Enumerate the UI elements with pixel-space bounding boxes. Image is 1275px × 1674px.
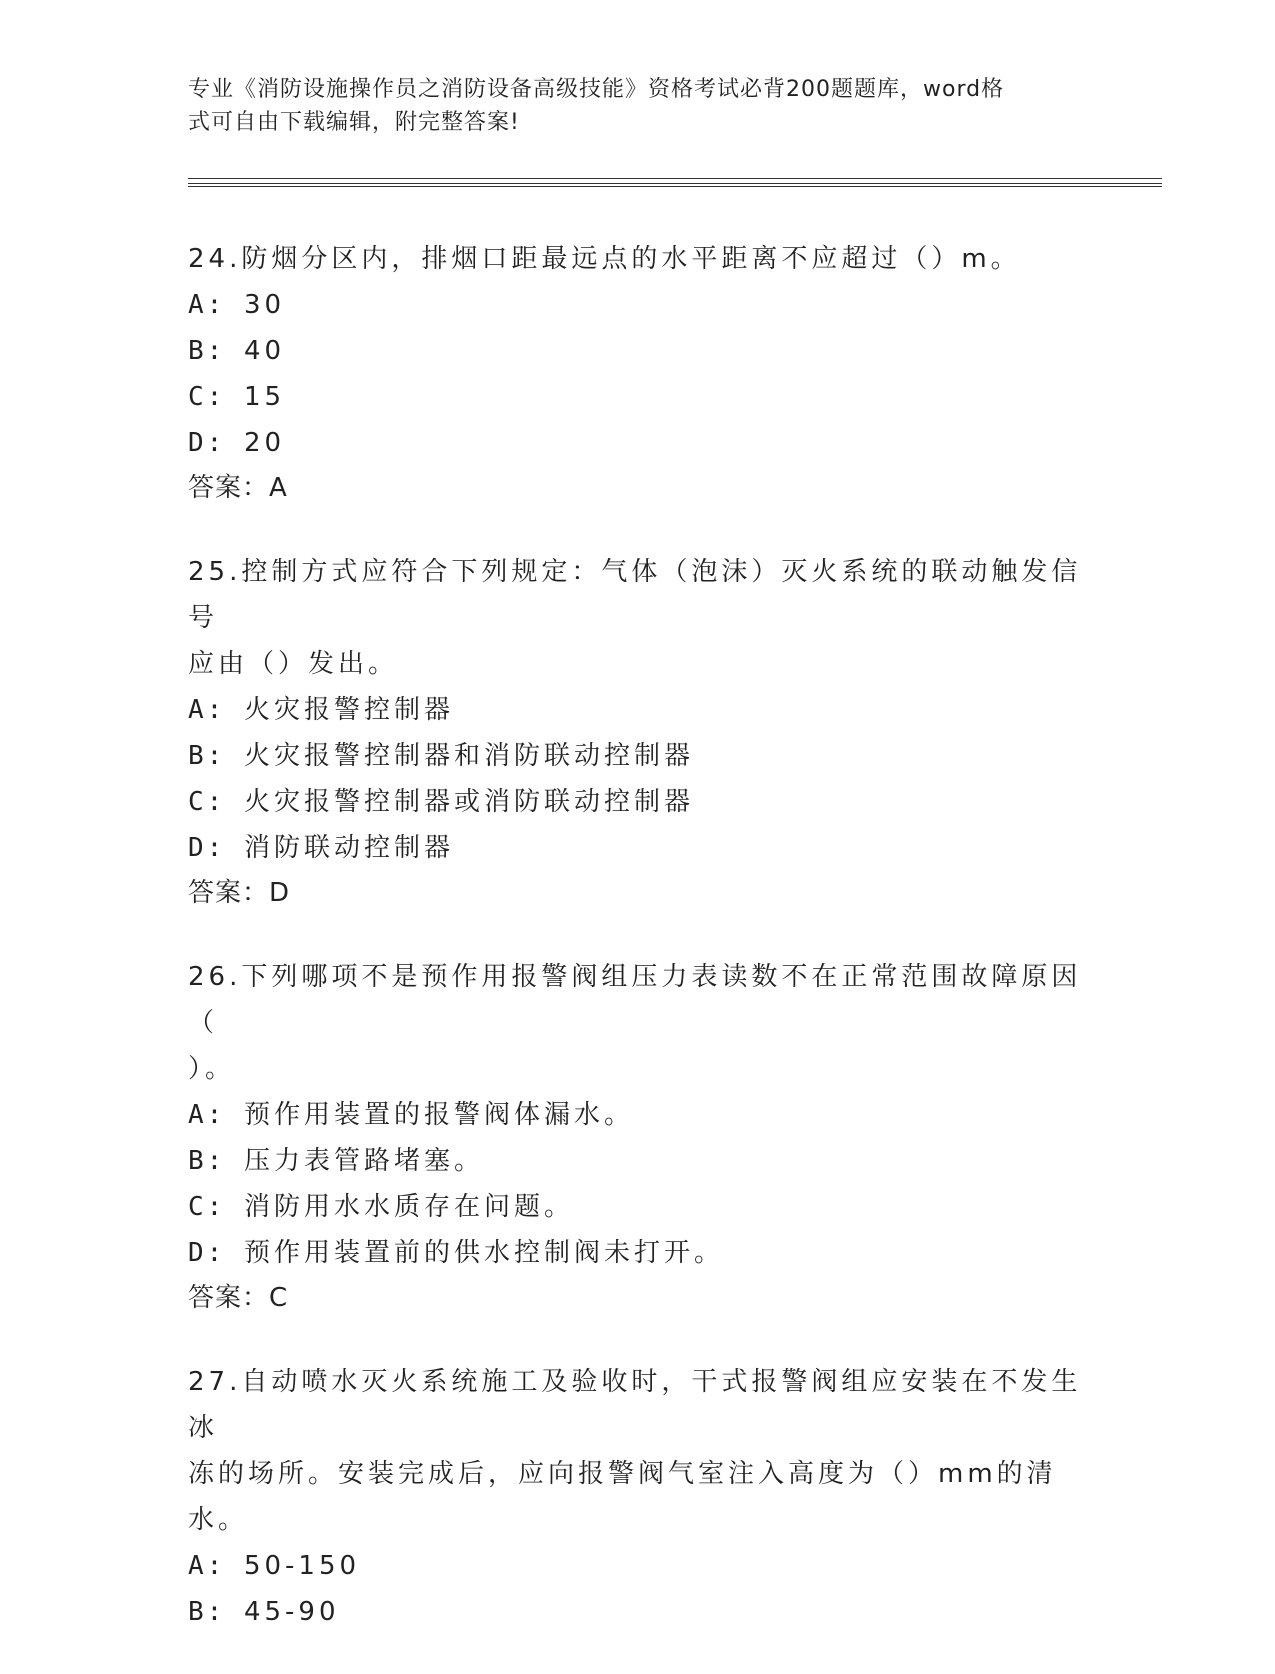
question-stem: 26.下列哪项不是预作用报警阀组压力表读数不在正常范围故障原因（ — [188, 962, 1082, 1038]
option-key: C: — [188, 1192, 226, 1222]
option-text: 压力表管路堵塞。 — [243, 1146, 484, 1176]
option-key: D: — [188, 833, 226, 863]
option-key: B: — [188, 741, 226, 771]
answer-label: 答案：C — [188, 1283, 289, 1313]
answer-label: 答案：D — [188, 878, 291, 908]
option-text: 20 — [243, 428, 286, 458]
question-24 — [188, 236, 1088, 510]
option-text: 30 — [243, 290, 286, 320]
option-text: 消防用水水质存在问题。 — [243, 1192, 574, 1222]
option-text: 火灾报警控制器 — [243, 695, 454, 725]
question-list — [188, 236, 1088, 1674]
option-text: 40 — [243, 336, 286, 366]
option-key: C: — [188, 382, 226, 412]
option-d — [188, 825, 1088, 871]
option-key: A: — [188, 1100, 226, 1130]
option-c — [188, 374, 1088, 420]
option-a — [188, 1092, 1088, 1138]
option-c — [188, 779, 1088, 825]
question-stem: ）。 — [188, 1054, 236, 1084]
answer-label: 答案：A — [188, 473, 288, 503]
option-b — [188, 733, 1088, 779]
question-stem: 冻的场所。安装完成后，应向报警阀气室注入高度为（）mm的清水。 — [188, 1459, 1057, 1535]
document-header — [188, 73, 1078, 139]
header-line-2: 式可自由下载编辑，附完整答案! — [188, 110, 520, 135]
header-rule — [188, 178, 1162, 179]
option-text: 50-150 — [243, 1551, 361, 1581]
option-text: 预作用装置前的供水控制阀未打开。 — [243, 1238, 724, 1268]
option-b — [188, 1138, 1088, 1184]
question-stem: 27.自动喷水灭火系统施工及验收时，干式报警阀组应安装在不发生冰 — [188, 1367, 1082, 1443]
option-a — [188, 1543, 1088, 1589]
option-key: A: — [188, 290, 226, 320]
option-text: 15 — [243, 382, 286, 412]
option-b — [188, 328, 1088, 374]
option-key: A: — [188, 695, 226, 725]
option-key: D: — [188, 1238, 226, 1268]
option-text: 45-90 — [243, 1597, 340, 1627]
header-line-1: 专业《消防设施操作员之消防设备高级技能》资格考试必背200题题库，word格 — [188, 77, 1005, 102]
question-26 — [188, 954, 1088, 1320]
option-key: C: — [188, 787, 226, 817]
option-c — [188, 1184, 1088, 1230]
option-text: 火灾报警控制器和消防联动控制器 — [243, 741, 694, 771]
option-key: A: — [188, 1551, 226, 1581]
option-key: B: — [188, 336, 226, 366]
option-d — [188, 1230, 1088, 1276]
option-a — [188, 687, 1088, 733]
question-stem: 应由（）发出。 — [188, 649, 399, 679]
question-stem: 25.控制方式应符合下列规定：气体（泡沫）灭火系统的联动触发信号 — [188, 557, 1082, 633]
question-25 — [188, 549, 1088, 915]
question-27 — [188, 1359, 1088, 1635]
option-key: B: — [188, 1146, 226, 1176]
option-text: 预作用装置的报警阀体漏水。 — [243, 1100, 634, 1130]
option-text: 火灾报警控制器或消防联动控制器 — [243, 787, 694, 817]
option-a — [188, 282, 1088, 328]
option-key: B: — [188, 1597, 226, 1627]
option-key: D: — [188, 428, 226, 458]
option-text: 消防联动控制器 — [243, 833, 454, 863]
question-stem: 24.防烟分区内，排烟口距最远点的水平距离不应超过（）m。 — [188, 244, 1021, 274]
option-b — [188, 1589, 1088, 1635]
header-rule — [188, 186, 1162, 187]
header-rule — [188, 183, 1162, 184]
option-d — [188, 420, 1088, 466]
